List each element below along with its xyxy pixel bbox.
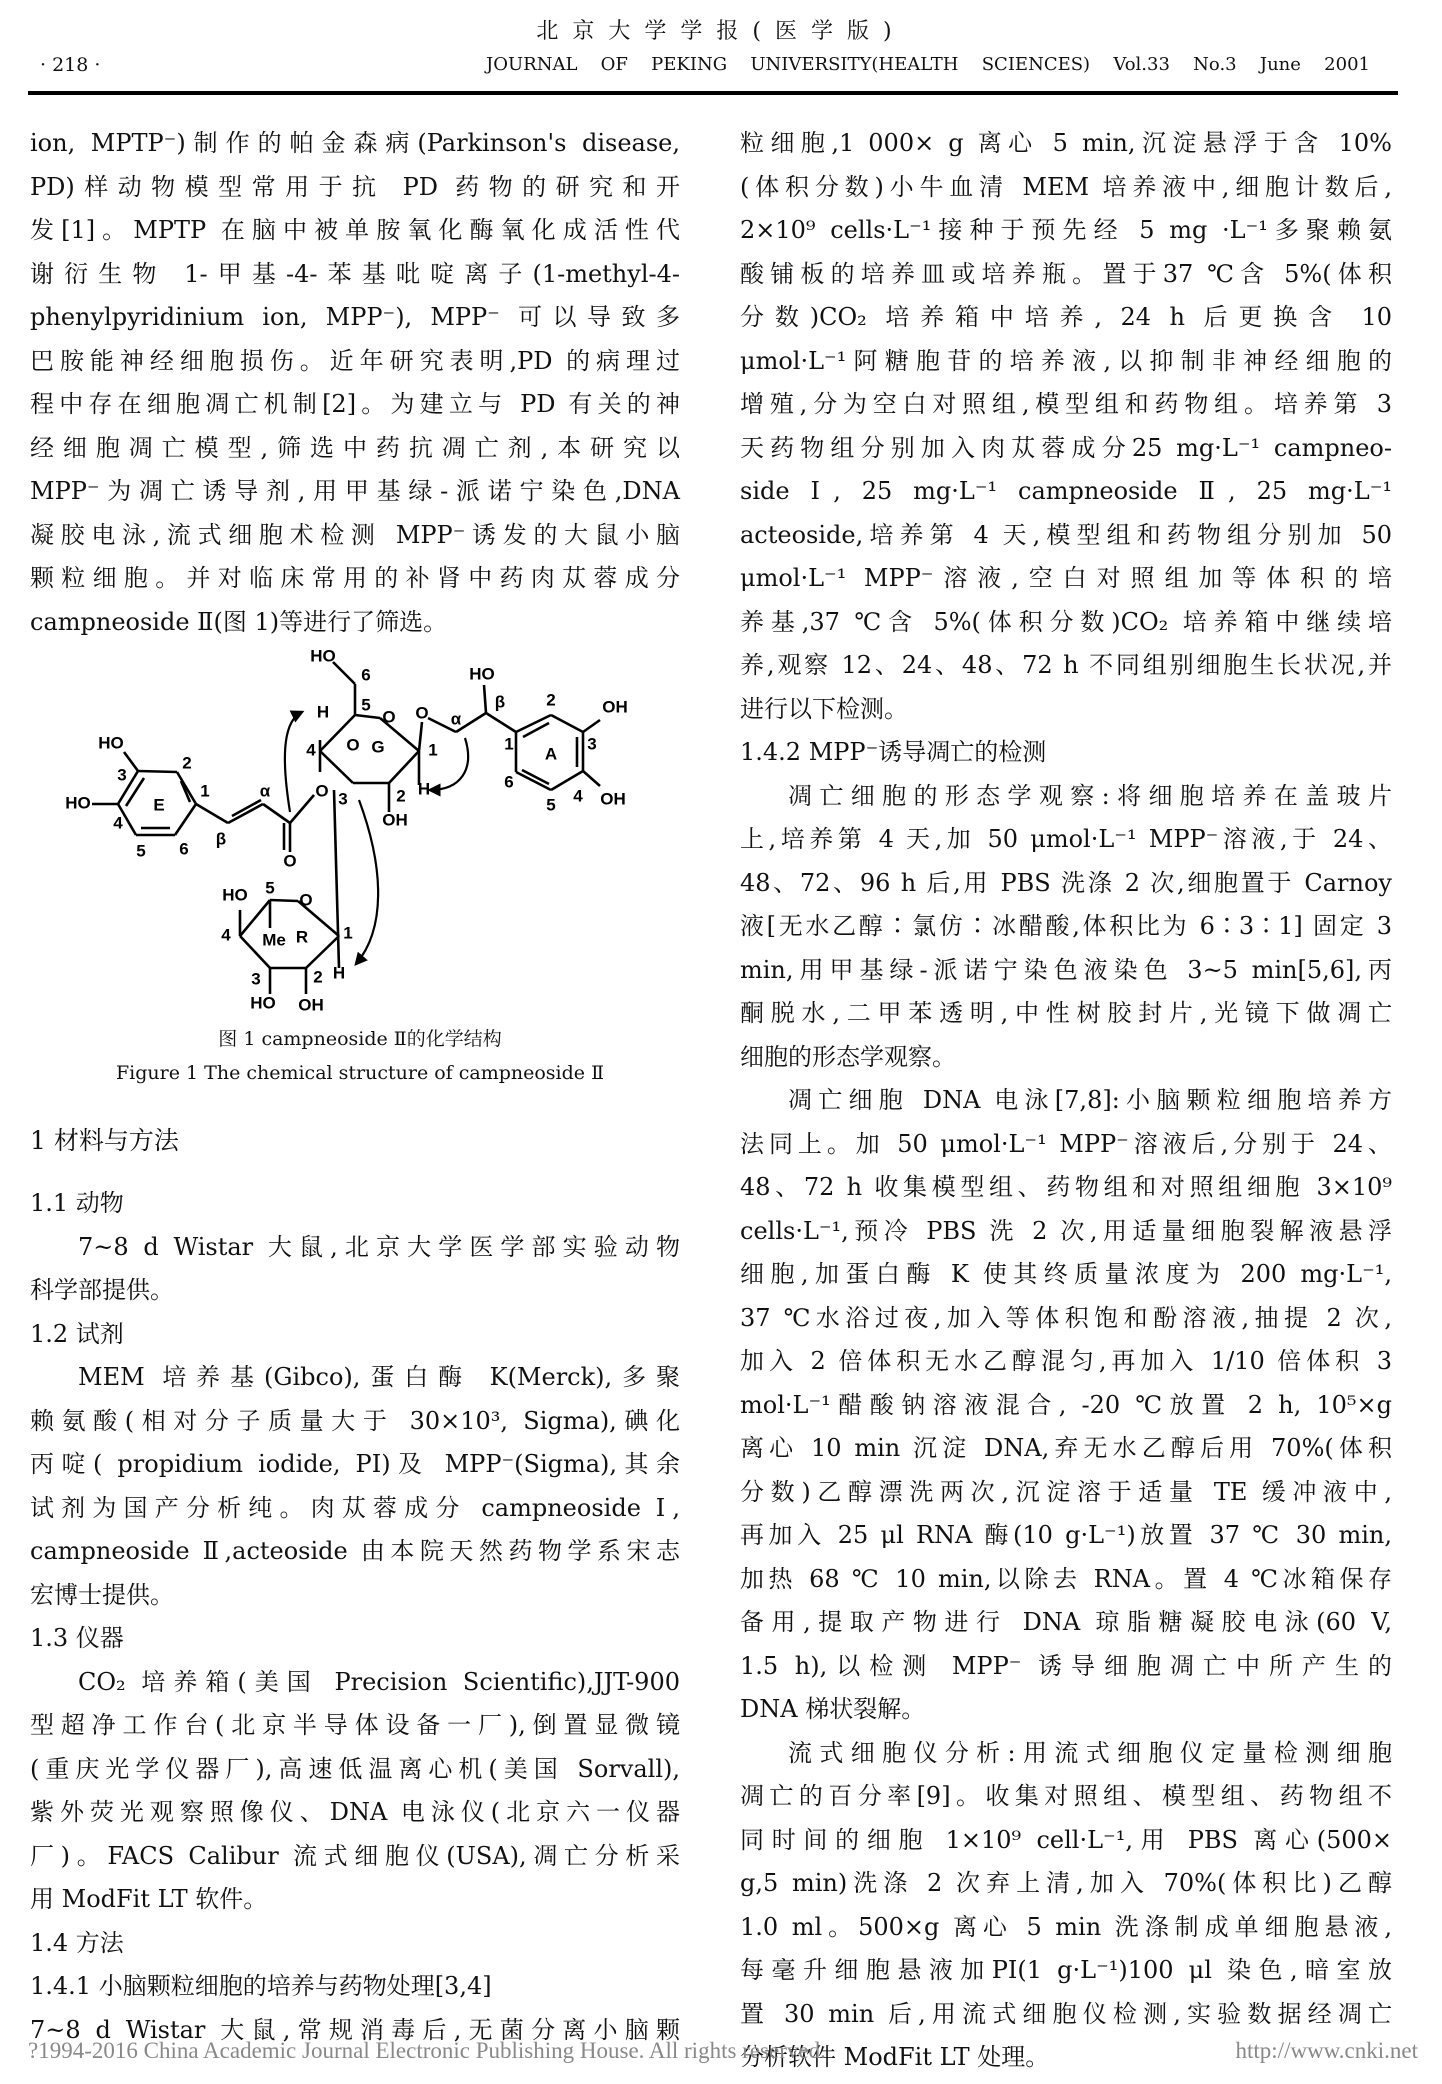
atom-label: HO	[98, 733, 124, 753]
text-line: mol·L⁻¹醋酸钠溶液混合, -20 ℃放置 2 h, 10⁵×g	[740, 1390, 1392, 1419]
atom-label: 5	[265, 878, 275, 898]
text-line: 分析软件 ModFit LT 处理。	[740, 2043, 1050, 2071]
subsection-heading: 1.4 方法	[30, 1928, 124, 1957]
atom-label: HO	[250, 993, 276, 1013]
text-line: 用 ModFit LT 软件。	[30, 1885, 268, 1913]
text-line: 养,观察 12、24、48、72 h 不同组别细胞生长状况,并	[740, 651, 1392, 679]
text-line: 48、72 h 收集模型组、药物组和对照组细胞 3×10⁹	[740, 1173, 1392, 1201]
text-line: ion, MPTP⁻)制作的帕金森病(Parkinson's disease,	[30, 129, 680, 157]
atom-label: O	[283, 851, 297, 871]
atom-label: 5	[136, 841, 146, 861]
bond	[196, 804, 228, 823]
atom-label: O	[346, 735, 360, 755]
text-line: 粒细胞,1 000× g 离心 5 min,沉淀悬浮于含 10%	[740, 129, 1392, 157]
atom-label: 5	[546, 795, 556, 815]
text-line: campneoside Ⅱ,acteoside 由本院天然药物学系宋志	[30, 1537, 680, 1565]
atom-label: α	[450, 709, 462, 729]
text-line: 科学部提供。	[30, 1276, 174, 1304]
double-bond	[126, 778, 144, 806]
text-line: 细胞的形态学观察。	[740, 1042, 956, 1071]
bond	[583, 720, 600, 732]
text-line: 凋亡细胞的形态学观察:将细胞培养在盖玻片	[788, 781, 1392, 810]
subsection-heading: 1.4.1 小脑颗粒细胞的培养与药物处理[3,4]	[30, 1972, 492, 2000]
journal-title-cn: 北京大学学报(医学版)	[536, 19, 906, 44]
text-line: μmol·L⁻¹ MPP⁻溶液,空白对照组加等体积的培	[740, 564, 1392, 592]
atom-label: HO	[65, 793, 91, 813]
atom-label: 1	[504, 734, 514, 754]
atom-label: OH	[600, 789, 626, 809]
atom-label: H	[417, 779, 431, 799]
text-line: 发[1]。MPTP 在脑中被单胺氧化酶氧化成活性代	[30, 216, 680, 244]
atom-label: 3	[587, 734, 597, 754]
copyright-notice: ?1994-2016 China Academic Journal Electronic Publishing House. All rights reserved.	[28, 2038, 826, 2063]
text-line: acteoside,培养第 4 天,模型组和药物组分别加 50	[740, 520, 1392, 549]
atom-label: HO	[222, 885, 248, 905]
figure-caption-cn: 图 1 campneoside Ⅱ的化学结构	[218, 1028, 502, 1050]
text-line: 程中存在细胞凋亡机制[2]。为建立与 PD 有关的神	[30, 390, 680, 418]
hmbc-arrow	[356, 800, 378, 964]
text-line: 经细胞凋亡模型,筛选中药抗凋亡剂,本研究以	[30, 433, 680, 462]
atom-label: 4	[113, 813, 123, 833]
atom-label: β	[215, 829, 227, 849]
header-rule	[28, 91, 1398, 95]
journal-title-en: JOURNAL OF PEKING UNIVERSITY(HEALTH SCIENCES) Vol.33 No.3 June 2001	[486, 54, 1370, 75]
text-line: 紫外荧光观察照像仪、DNA 电泳仪(北京六一仪器	[30, 1798, 680, 1826]
page-number: · 218 ·	[40, 54, 101, 76]
ring-g-bond	[320, 751, 353, 783]
text-line: 上,培养第 4 天,加 50 μmol·L⁻¹ MPP⁻溶液,于 24、	[740, 825, 1392, 853]
atom-label: 1	[428, 740, 438, 760]
atom-label: 2	[546, 690, 556, 710]
text-line: 增殖,分为空白对照组,模型组和药物组。培养第 3	[740, 390, 1392, 418]
atom-label: 5	[361, 695, 371, 715]
text-line: 厂)。FACS Calibur 流式细胞仪(USA),凋亡分析采	[30, 1841, 680, 1870]
text-line: 赖氨酸(相对分子质量大于 30×10³, Sigma),碘化	[30, 1406, 680, 1435]
atom-label: H	[316, 702, 330, 722]
atom-label: 6	[504, 772, 514, 792]
double-bond	[523, 723, 549, 737]
text-line: 凋亡的百分率[9]。收集对照组、模型组、药物组不	[740, 1782, 1392, 1810]
bond	[484, 685, 486, 713]
text-line: 同时间的细胞 1×10⁹ cell·L⁻¹,用 PBS 离心(500×	[740, 1825, 1392, 1854]
text-line: 凝胶电泳,流式细胞术检测 MPP⁻诱发的大鼠小脑	[30, 520, 680, 549]
left-column-methods	[30, 1182, 680, 2052]
atom-label: OH	[602, 697, 628, 717]
atom-label: 1	[343, 923, 353, 943]
text-line: 离心 10 min 沉淀 DNA,弃无水乙醇后用 70%(体积	[740, 1434, 1392, 1462]
atom-label: 4	[306, 740, 316, 760]
text-line: min,用甲基绿-派诺宁染色液染色 3~5 min[5,6],丙	[740, 955, 1392, 984]
atom-label: HO	[469, 664, 495, 684]
text-line: 每毫升细胞悬液加PI(1 g·L⁻¹)100 μl 染色,暗室放	[740, 1956, 1392, 1984]
bond	[333, 662, 355, 684]
text-line: 酮脱水,二甲苯透明,中性树胶封片,光镜下做凋亡	[740, 999, 1392, 1027]
text-line: 2×10⁹ cells·L⁻¹接种于预先经 5 mg ·L⁻¹多聚赖氨	[740, 216, 1392, 244]
text-line: 试剂为国产分析纯。肉苁蓉成分 campneoside Ⅰ,	[30, 1493, 680, 1522]
text-line: phenylpyridinium ion, MPP⁻), MPP⁻ 可以导致多	[30, 303, 680, 331]
atom-label: 6	[361, 665, 371, 685]
atom-label: O	[299, 890, 313, 910]
text-line: side Ⅰ, 25 mg·L⁻¹ campneoside Ⅱ, 25 mg·L⁻¹	[740, 477, 1392, 505]
ring-a-bond	[551, 715, 583, 732]
left-column-intro	[30, 122, 680, 644]
atom-label: 3	[251, 969, 261, 989]
text-line: 加入 2 倍体积无水乙醇混匀,再加入 1/10 倍体积 3	[740, 1347, 1392, 1375]
right-column	[740, 122, 1392, 2080]
atom-label: O	[382, 707, 396, 727]
atom-label: OH	[298, 995, 324, 1015]
figure-1-chemical-structure	[0, 640, 720, 1020]
atom-label: 2	[313, 967, 323, 987]
text-line: 凋亡细胞 DNA 电泳[7,8]:小脑颗粒细胞培养方	[788, 1086, 1392, 1114]
ring-g-bond	[355, 715, 380, 718]
text-line: 酸铺板的培养皿或培养瓶。置于37 ℃含 5%(体积	[740, 259, 1392, 288]
cnki-url: http://www.cnki.net	[1235, 2038, 1418, 2063]
text-line: 液[无水乙醇∶氯仿∶冰醋酸,体积比为 6∶3∶1] 固定 3	[740, 912, 1392, 940]
subsection-heading: 1.1 动物	[30, 1189, 124, 1217]
atom-label: 1	[200, 781, 210, 801]
atom-label: 3	[338, 789, 348, 809]
text-line: 48、72、96 h 后,用 PBS 洗涤 2 次,细胞置于 Carnoy	[740, 868, 1392, 897]
ring-e-bond	[138, 771, 177, 772]
atom-label: 4	[221, 925, 231, 945]
text-line: DNA 梯状裂解。	[740, 1695, 926, 1723]
atom-label: A	[544, 744, 558, 764]
text-line: 谢衍生物 1-甲基-4-苯基吡啶离子(1-methyl-4-	[30, 259, 680, 288]
atom-label: R	[295, 927, 309, 947]
bond	[263, 804, 290, 823]
text-line: campneoside Ⅱ(图 1)等进行了筛选。	[30, 607, 448, 636]
text-line: 再加入 25 μl RNA 酶(10 g·L⁻¹)放置 37 ℃ 30 min,	[740, 1521, 1392, 1549]
atom-label: α	[259, 781, 271, 801]
text-line: 置 30 min 后,用流式细胞仪检测,实验数据经凋亡	[740, 1999, 1392, 2028]
atom-label: 2	[396, 786, 406, 806]
atom-label: O	[415, 703, 429, 723]
text-line: 1.0 ml。500×g 离心 5 min 洗涤制成单细胞悬液,	[740, 1912, 1392, 1941]
text-line: (重庆光学仪器厂),高速低温离心机(美国 Sorvall),	[30, 1754, 680, 1783]
text-line: 巴胺能神经细胞损伤。近年研究表明,PD 的病理过	[30, 346, 680, 375]
atom-label: 4	[573, 786, 583, 806]
ring-g-bond	[389, 751, 419, 783]
text-line: 37 ℃水浴过夜,加入等体积饱和酚溶液,抽提 2 次,	[740, 1303, 1392, 1332]
atom-label: H	[332, 963, 346, 983]
ring-r-bond	[270, 900, 298, 901]
text-line: 型超净工作台(北京半导体设备一厂),倒置显微镜	[30, 1711, 680, 1739]
bond	[583, 771, 600, 786]
text-line: 分数)CO₂ 培养箱中培养, 24 h 后更换含 10	[740, 303, 1392, 331]
atom-label: E	[153, 795, 165, 815]
text-line: CO₂ 培养箱(美国 Precision Scientific),JJT-900	[78, 1667, 680, 1696]
atom-label: β	[494, 692, 506, 712]
text-line: g,5 min)洗涤 2 次弃上清,加入 70%(体积比)乙醇	[740, 1869, 1392, 1897]
atom-label: 3	[117, 765, 127, 785]
bond	[486, 713, 516, 732]
section-heading-methods: 1 材料与方法	[30, 1126, 179, 1155]
bond	[228, 804, 263, 823]
atom-label: HO	[310, 646, 336, 666]
atom-label: 6	[179, 839, 189, 859]
bond	[290, 795, 314, 823]
text-line: 分数)乙醇漂洗两次,沉淀溶于适量 TE 缓冲液中,	[740, 1477, 1392, 1506]
text-line: 备用,提取产物进行 DNA 琼脂糖凝胶电泳(60 V,	[740, 1608, 1392, 1636]
text-line: PD)样动物模型常用于抗 PD 药物的研究和开	[30, 172, 680, 201]
figure-caption-en: Figure 1 The chemical structure of campneoside Ⅱ	[116, 1062, 604, 1084]
text-line: 天药物组分别加入肉苁蓉成分25 mg·L⁻¹ campneo-	[740, 433, 1392, 462]
ring-e-bond	[177, 772, 196, 804]
text-line: 7~8 d Wistar 大鼠,常规消毒后,无菌分离小脑颗	[30, 2015, 680, 2044]
text-line: 进行以下检测。	[740, 694, 908, 723]
subsection-heading: 1.3 仪器	[30, 1624, 124, 1652]
atom-label: Me	[262, 930, 286, 950]
atom-label: G	[371, 737, 385, 757]
text-line: MPP⁻为凋亡诱导剂,用甲基绿-派诺宁染色,DNA	[30, 477, 680, 505]
text-line: μmol·L⁻¹阿糖胞苷的培养液,以抑制非神经细胞的	[740, 346, 1392, 375]
text-line: 法同上。加 50 μmol·L⁻¹ MPP⁻溶液后,分别于 24、	[740, 1129, 1392, 1158]
text-line: 宏博士提供。	[30, 1580, 174, 1609]
text-line: 1.5 h),以检测 MPP⁻ 诱导细胞凋亡中所产生的	[740, 1651, 1392, 1680]
text-line: 细胞,加蛋白酶 K 使其终质量浓度为 200 mg·L⁻¹,	[740, 1260, 1392, 1288]
subsection-heading: 1.4.2 MPP⁻诱导凋亡的检测	[740, 738, 1047, 766]
atom-label: OH	[382, 810, 408, 830]
ring-e-bond	[175, 804, 196, 835]
text-line: cells·L⁻¹,预冷 PBS 洗 2 次,用适量细胞裂解液悬浮	[740, 1216, 1392, 1245]
text-line: 颗粒细胞。并对临床常用的补肾中药肉苁蓉成分	[30, 564, 680, 592]
text-line: (体积分数)小牛血清 MEM 培养液中,细胞计数后,	[740, 172, 1392, 201]
atom-label: 2	[182, 753, 192, 773]
text-line: 加热 68 ℃ 10 min,以除去 RNA。置 4 ℃冰箱保存	[740, 1564, 1392, 1593]
hmbc-arrow	[285, 712, 302, 812]
text-line: 流式细胞仪分析:用流式细胞仪定量检测细胞	[788, 1738, 1392, 1767]
footer	[28, 2038, 1418, 2064]
text-line: 丙啶( propidium iodide, PI)及 MPP⁻(Sigma),其余	[30, 1450, 680, 1478]
text-line: 养基,37 ℃含 5%(体积分数)CO₂ 培养箱中继续培	[740, 607, 1392, 636]
subsection-heading: 1.2 试剂	[30, 1319, 124, 1348]
atom-label: O	[315, 781, 329, 801]
bond	[419, 722, 422, 751]
text-line: 7~8 d Wistar 大鼠,北京大学医学部实验动物	[78, 1232, 680, 1261]
text-line: MEM 培养基(Gibco),蛋白酶 K(Merck),多聚	[78, 1363, 680, 1391]
